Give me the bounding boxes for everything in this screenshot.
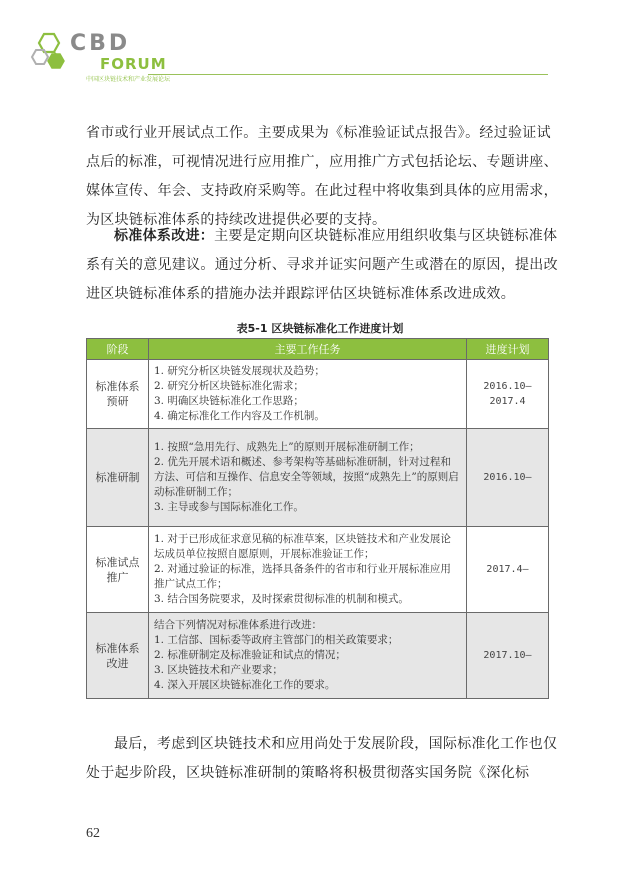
tasks-cell <box>149 429 467 527</box>
page-number: 62 <box>86 826 100 841</box>
page-header <box>0 0 640 83</box>
schedule-cell: 2017.10— <box>467 613 549 699</box>
table-row <box>87 527 549 613</box>
logo-wordmark: CBD <box>70 31 131 56</box>
table-caption: 表5-1 区块链标准化工作进度计划 <box>236 322 404 335</box>
header-schedule: 进度计划 <box>467 339 549 360</box>
stage-cell: 标准体系预研 <box>87 360 149 429</box>
task-item: 1. 研究分析区块链发展现状及趋势； <box>154 365 325 377</box>
header-divider <box>148 74 548 75</box>
header-stage: 阶段 <box>87 339 149 360</box>
schedule-cell: 2016.10—2017.4 <box>467 360 549 429</box>
progress-plan-table <box>86 338 549 699</box>
table-row <box>87 429 549 527</box>
tasks-cell <box>149 360 467 429</box>
tasks-cell <box>149 613 467 699</box>
paragraph-lead-term: 标准体系改进： <box>114 228 215 244</box>
task-item: 4. 确定标准化工作内容及工作机制。 <box>154 410 325 422</box>
logo-forum-text: FORUM <box>100 55 167 73</box>
task-item: 1. 对于已形成征求意见稿的标准草案，区块链技术和产业发展论坛成员单位按照自愿原则，开展标准验证工作； <box>154 533 451 560</box>
stage-cell: 标准体系改进 <box>87 613 149 699</box>
schedule-cell: 2016.10— <box>467 429 549 527</box>
paragraph-closing: 最后，考虑到区块链技术和应用尚处于发展阶段，国际标准化工作也仅处于起步阶段，区块链标准研制的策略将积极贯彻落实国务院《深化标 <box>86 736 558 781</box>
task-item: 3. 结合国务院要求，及时探索贯彻标准的机制和模式。 <box>154 593 409 605</box>
tasks-intro: 结合下列情况对标准体系进行改进： <box>154 619 322 631</box>
task-item: 3. 明确区块链标准化工作思路； <box>154 395 304 407</box>
paragraph-pilot: 省市或行业开展试点工作。主要成果为《标准验证试点报告》。经过验证试点后的标准，可视情况进行应用推广，应用推广方式包括论坛、专题讲座、媒体宣传、年会、支持政府采购等。在此过程中将收集到具体的应用需求，为区块链标准体系的持续改进提供必要的支持。 <box>86 125 558 228</box>
task-item: 3. 区块链技术和产业要求； <box>154 664 283 676</box>
task-item: 1. 按照“急用先行、成熟先上”的原则开展标准研制工作； <box>154 441 420 453</box>
task-item: 1. 工信部、国标委等政府主管部门的相关政策要求； <box>154 634 399 646</box>
task-item: 4. 深入开展区块链标准化工作的要求。 <box>154 679 336 691</box>
table-header-row <box>87 339 549 360</box>
task-item: 2. 标准研制定及标准验证和试点的情况； <box>154 649 346 661</box>
task-item: 3. 主导或参与国际标准化工作。 <box>154 501 304 513</box>
tasks-cell <box>149 527 467 613</box>
header-tasks: 主要工作任务 <box>149 339 467 360</box>
table-row <box>87 613 549 699</box>
task-item: 2. 优先开展术语和概述、参考架构等基础标准研制，针对过程和方法、可信和互操作、信息安全等领域，按照“成熟先上”的原则启动标准研制工作； <box>154 456 459 498</box>
paragraph-improvement <box>86 222 558 309</box>
stage-cell: 标准试点推广 <box>87 527 149 613</box>
paragraph-body: 主要是定期向区块链标准应用组织收集与区块链标准体系有关的意见建议。通过分析、寻求并证实问题产生或潜在的原因，提出改进区块链标准体系的措施办法并跟踪评估区块链标准体系改进成效。 <box>86 228 558 302</box>
logo-subtitle: 中国区块链技术和产业发展论坛 <box>86 76 171 83</box>
task-item: 2. 对通过验证的标准，选择具备条件的省市和行业开展标准应用推广试点工作； <box>154 563 451 590</box>
task-item: 2. 研究分析区块链标准化需求； <box>154 380 304 392</box>
table-row <box>87 360 549 429</box>
schedule-cell: 2017.4— <box>467 527 549 613</box>
stage-cell: 标准研制 <box>87 429 149 527</box>
